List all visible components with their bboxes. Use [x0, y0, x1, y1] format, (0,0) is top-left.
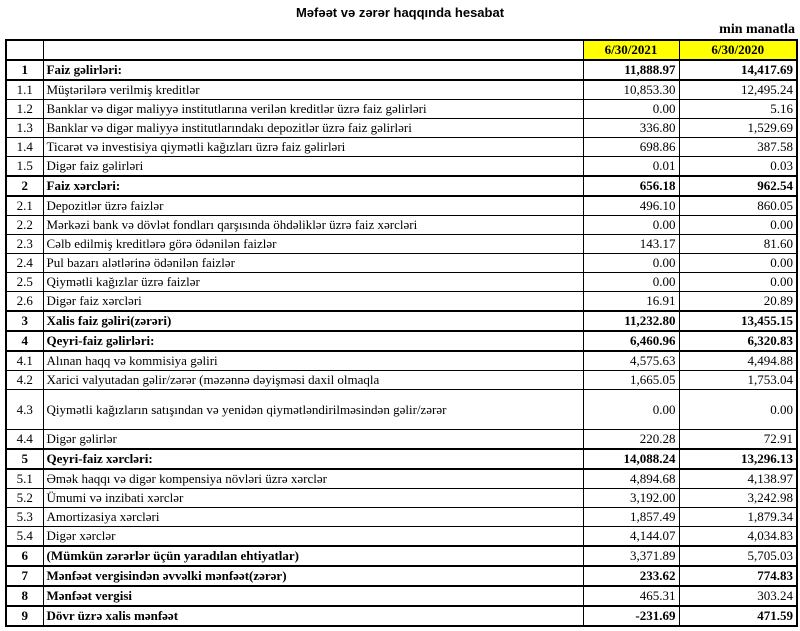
table-row — [6, 606, 797, 626]
value-2020-cell: 774.83 — [679, 566, 797, 586]
row-number-cell: 7 — [6, 566, 43, 586]
row-number-cell: 4.2 — [6, 371, 43, 390]
value-2020-cell: 3,242.98 — [679, 489, 797, 508]
value-2021-cell: 143.17 — [583, 235, 679, 254]
value-2020-cell: 4,034.83 — [679, 527, 797, 547]
column-header-2021: 6/30/2021 — [583, 40, 679, 60]
row-label-cell: Xarici valyutadan gəlir/zərər (məzənnə dəyişməsi daxil olmaqla — [43, 371, 583, 390]
row-label-cell: Faiz xərcləri: — [43, 176, 583, 196]
value-2020-cell: 5.16 — [679, 100, 797, 119]
row-label-cell: Pul bazarı alətlərinə ödənilən faizlər — [43, 254, 583, 273]
table-row — [6, 254, 797, 273]
value-2020-cell: 0.03 — [679, 157, 797, 177]
row-number-cell: 3 — [6, 311, 43, 331]
row-label-cell: Cəlb edilmiş kreditlərə görə ödənilən faizlər — [43, 235, 583, 254]
value-2021-cell: 4,894.68 — [583, 469, 679, 489]
row-number-cell: 1.3 — [6, 119, 43, 138]
value-2020-cell: 1,879.34 — [679, 508, 797, 527]
table-row — [6, 235, 797, 254]
row-label-cell: Amortizasiya xərcləri — [43, 508, 583, 527]
row-label-cell: Banklar və digər maliyyə institutlarındakı depozitlər üzrə faiz gəlirləri — [43, 119, 583, 138]
row-label-cell: Xalis faiz gəliri(zərəri) — [43, 311, 583, 331]
value-2021-cell: 3,192.00 — [583, 489, 679, 508]
value-2021-cell: 10,853.30 — [583, 80, 679, 100]
value-2020-cell: 387.58 — [679, 138, 797, 157]
row-number-cell: 2.6 — [6, 292, 43, 312]
value-2021-cell: 1,857.49 — [583, 508, 679, 527]
value-2020-cell: 0.00 — [679, 216, 797, 235]
value-2021-cell: 496.10 — [583, 196, 679, 216]
column-header-number — [6, 40, 43, 60]
row-number-cell: 4.4 — [6, 430, 43, 450]
row-label-cell: Mənfəət vergisi — [43, 586, 583, 606]
row-label-cell: Dövr üzrə xalis mənfəət — [43, 606, 583, 626]
row-label-cell: Digər faiz xərcləri — [43, 292, 583, 312]
value-2020-cell: 0.00 — [679, 254, 797, 273]
value-2021-cell: 3,371.89 — [583, 546, 679, 566]
row-number-cell: 5.1 — [6, 469, 43, 489]
page-title: Məfəət və zərər haqqında hesabat — [295, 5, 505, 20]
value-2020-cell: 6,320.83 — [679, 331, 797, 351]
value-2020-cell: 962.54 — [679, 176, 797, 196]
value-2020-cell: 1,529.69 — [679, 119, 797, 138]
table-row — [6, 273, 797, 292]
row-label-cell: Ticarət və investisiya qiymətli kağızları üzrə faiz gəlirləri — [43, 138, 583, 157]
table-row — [6, 157, 797, 177]
row-label-cell: Qiymətli kağızlar üzrə faizlər — [43, 273, 583, 292]
row-label-cell: Qeyri-faiz xərcləri: — [43, 449, 583, 469]
unit-label: min manatla — [719, 22, 795, 37]
row-label-cell: Mənfəət vergisindən əvvəlki mənfəət(zərər) — [43, 566, 583, 586]
table-row — [6, 489, 797, 508]
row-number-cell: 1 — [6, 60, 43, 80]
row-number-cell: 5 — [6, 449, 43, 469]
value-2020-cell: 4,138.97 — [679, 469, 797, 489]
table-row — [6, 216, 797, 235]
value-2021-cell: 0.00 — [583, 100, 679, 119]
table-row — [6, 196, 797, 216]
row-number-cell: 5.3 — [6, 508, 43, 527]
row-number-cell: 4 — [6, 331, 43, 351]
table-row — [6, 469, 797, 489]
value-2020-cell: 12,495.24 — [679, 80, 797, 100]
row-number-cell: 8 — [6, 586, 43, 606]
value-2021-cell: 11,888.97 — [583, 60, 679, 80]
value-2020-cell: 81.60 — [679, 235, 797, 254]
value-2021-cell: 233.62 — [583, 566, 679, 586]
row-label-cell: Ümumi və inzibati xərclər — [43, 489, 583, 508]
value-2021-cell: 220.28 — [583, 430, 679, 450]
value-2021-cell: 14,088.24 — [583, 449, 679, 469]
row-label-cell: Digər xərclər — [43, 527, 583, 547]
table-row — [6, 60, 797, 80]
row-number-cell: 1.4 — [6, 138, 43, 157]
value-2021-cell: 336.80 — [583, 119, 679, 138]
row-number-cell: 6 — [6, 546, 43, 566]
row-number-cell: 2.4 — [6, 254, 43, 273]
column-header-description — [43, 40, 583, 60]
table-row — [6, 100, 797, 119]
report-table — [5, 39, 798, 627]
row-label-cell: (Mümkün zərərlər üçün yaradılan ehtiyatlar) — [43, 546, 583, 566]
table-row — [6, 449, 797, 469]
table-row — [6, 527, 797, 547]
value-2020-cell: 860.05 — [679, 196, 797, 216]
row-label-cell: Mərkəzi bank və dövlət fondları qarşısında öhdəliklər üzrə faiz xərcləri — [43, 216, 583, 235]
row-number-cell: 5.4 — [6, 527, 43, 547]
table-row — [6, 586, 797, 606]
value-2020-cell: 0.00 — [679, 390, 797, 430]
value-2021-cell: 0.00 — [583, 273, 679, 292]
value-2020-cell: 5,705.03 — [679, 546, 797, 566]
row-number-cell: 4.3 — [6, 390, 43, 430]
row-number-cell: 2.1 — [6, 196, 43, 216]
row-label-cell: Digər gəlirlər — [43, 430, 583, 450]
row-number-cell: 2.5 — [6, 273, 43, 292]
row-number-cell: 2 — [6, 176, 43, 196]
row-label-cell: Digər faiz gəlirləri — [43, 157, 583, 177]
table-row — [6, 566, 797, 586]
value-2021-cell: 465.31 — [583, 586, 679, 606]
value-2021-cell: 6,460.96 — [583, 331, 679, 351]
table-row — [6, 390, 797, 430]
value-2021-cell: 0.00 — [583, 390, 679, 430]
row-number-cell: 5.2 — [6, 489, 43, 508]
value-2021-cell: 11,232.80 — [583, 311, 679, 331]
table-row — [6, 430, 797, 450]
row-label-cell: Depozitlər üzrə faizlər — [43, 196, 583, 216]
value-2020-cell: 471.59 — [679, 606, 797, 626]
table-row — [6, 371, 797, 390]
row-label-cell: Banklar və digər maliyyə institutlarına verilən kreditlər üzrə faiz gəlirləri — [43, 100, 583, 119]
table-row — [6, 331, 797, 351]
row-number-cell: 2.3 — [6, 235, 43, 254]
row-label-cell: Müştərilərə verilmiş kreditlər — [43, 80, 583, 100]
table-row — [6, 80, 797, 100]
row-label-cell: Qiymətli kağızların satışından və yenidən qiymətləndirilməsindən gəlir/zərər — [43, 390, 583, 430]
value-2020-cell: 1,753.04 — [679, 371, 797, 390]
value-2020-cell: 4,494.88 — [679, 351, 797, 371]
table-row — [6, 508, 797, 527]
column-header-2020: 6/30/2020 — [679, 40, 797, 60]
row-label-cell: Faiz gəlirləri: — [43, 60, 583, 80]
row-label-cell: Əmək haqqı və digər kompensiya növləri üzrə xərclər — [43, 469, 583, 489]
table-row — [6, 176, 797, 196]
value-2020-cell: 20.89 — [679, 292, 797, 312]
value-2021-cell: 4,144.07 — [583, 527, 679, 547]
table-row — [6, 138, 797, 157]
table-row — [6, 351, 797, 371]
table-row — [6, 292, 797, 312]
value-2020-cell: 13,455.15 — [679, 311, 797, 331]
value-2020-cell: 13,296.13 — [679, 449, 797, 469]
row-number-cell: 1.5 — [6, 157, 43, 177]
value-2021-cell: 1,665.05 — [583, 371, 679, 390]
row-number-cell: 1.2 — [6, 100, 43, 119]
value-2021-cell: 4,575.63 — [583, 351, 679, 371]
value-2021-cell: 0.00 — [583, 216, 679, 235]
value-2020-cell: 0.00 — [679, 273, 797, 292]
table-row — [6, 546, 797, 566]
value-2021-cell: 0.01 — [583, 157, 679, 177]
row-label-cell: Qeyri-faiz gəlirləri: — [43, 331, 583, 351]
value-2020-cell: 303.24 — [679, 586, 797, 606]
value-2021-cell: 0.00 — [583, 254, 679, 273]
value-2021-cell: 656.18 — [583, 176, 679, 196]
value-2021-cell: 698.86 — [583, 138, 679, 157]
row-label-cell: Alınan haqq və kommisiya gəliri — [43, 351, 583, 371]
row-number-cell: 1.1 — [6, 80, 43, 100]
value-2020-cell: 72.91 — [679, 430, 797, 450]
value-2021-cell: 16.91 — [583, 292, 679, 312]
row-number-cell: 2.2 — [6, 216, 43, 235]
table-row — [6, 119, 797, 138]
value-2021-cell: -231.69 — [583, 606, 679, 626]
table-header-row — [6, 40, 797, 60]
table-row — [6, 311, 797, 331]
row-number-cell: 4.1 — [6, 351, 43, 371]
value-2020-cell: 14,417.69 — [679, 60, 797, 80]
row-number-cell: 9 — [6, 606, 43, 626]
